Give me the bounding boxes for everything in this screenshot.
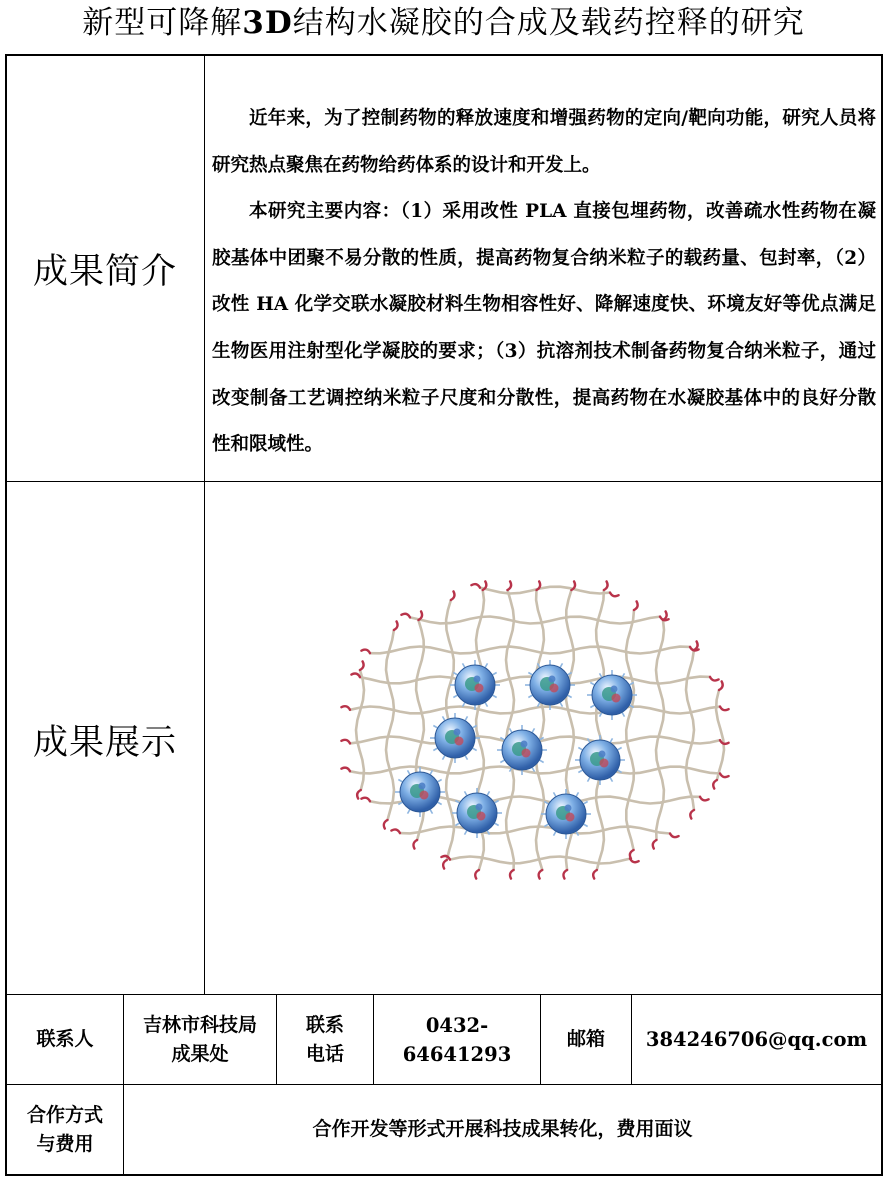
polymer-end-tip bbox=[441, 856, 450, 860]
polymer-end-tip bbox=[413, 840, 417, 849]
contact-phone-label: 联系 电话 bbox=[305, 1013, 344, 1065]
row-divider-1 bbox=[5, 481, 883, 482]
polymer-end-tip bbox=[357, 790, 361, 799]
polymer-end-tip bbox=[720, 707, 729, 711]
polymer-end-tip bbox=[361, 798, 370, 802]
drug-core-accent bbox=[600, 759, 609, 768]
polymer-strand-horizontal bbox=[350, 767, 720, 774]
polymer-end-tip bbox=[663, 611, 667, 620]
drug-core-accent bbox=[611, 686, 618, 693]
page-title bbox=[0, 0, 887, 50]
polymer-end-tip bbox=[539, 870, 543, 879]
polymer-strand-vertical bbox=[656, 620, 664, 840]
polymer-strand-vertical bbox=[386, 630, 394, 820]
polymer-end-tip bbox=[710, 677, 719, 681]
cooperation-label: 合作方式 与费用 bbox=[26, 1103, 103, 1155]
table-border-bottom bbox=[5, 1174, 883, 1176]
contact-email-value: 384246706@qq.com bbox=[645, 1028, 868, 1051]
polymer-end-tip bbox=[719, 681, 723, 690]
polymer-end-tip bbox=[475, 870, 479, 879]
title-bold: 3D bbox=[242, 5, 293, 41]
summary-para-1: 近年来，为了控制药物的释放速度和增强药物的定向/靶向功能，研究人员将研究热点聚焦在药物给药体系的设计和开发上。 bbox=[212, 108, 876, 176]
drug-core-accent bbox=[521, 741, 528, 748]
polymer-end-tip bbox=[384, 820, 388, 829]
contact-person-label: 联系人 bbox=[36, 1028, 94, 1050]
display-label: 成果展示 bbox=[32, 723, 177, 763]
polymer-end-tip bbox=[537, 581, 541, 590]
drug-core-accent bbox=[477, 812, 486, 821]
cooperation-value: 合作开发等形式开展科技成果转化，费用面议 bbox=[312, 1118, 693, 1140]
nanoparticle bbox=[430, 713, 480, 763]
polymer-end-tip bbox=[361, 650, 370, 654]
drug-core-accent bbox=[612, 694, 621, 703]
drug-core-accent bbox=[474, 676, 481, 683]
polymer-end-tip bbox=[341, 706, 350, 710]
drug-core-accent bbox=[550, 684, 559, 693]
contact-phone-value: 0432-64641293 bbox=[402, 1013, 512, 1066]
col-divider-main bbox=[204, 54, 205, 994]
polymer-end-tip bbox=[443, 860, 447, 869]
title-suffix: 结构水凝胶的合成及载药控释的研究 bbox=[292, 5, 805, 41]
polymer-end-tip bbox=[483, 581, 487, 590]
summary-para-2: 本研究主要内容：（1）采用改性 PLA 直接包埋药物，改善疏水性药物在凝胶基体中团聚不易分散的性质，提高药物复合纳米粒子的载药量、包封率，（2）改性 HA 化学交联水凝胶材料生物相容性好、降解速度快、环境友好等优点满足生物医用注射型化学凝胶的要求；（3）抗溶剂技术制备药物复合纳米粒子，通过改变制备工艺调控纳米粒子尺度和分散性，提高药物在水凝胶基体中的良好分散性和限域性。 bbox=[212, 201, 876, 456]
drug-core-accent bbox=[420, 791, 429, 800]
summary-text bbox=[212, 96, 876, 469]
polymer-strand-vertical bbox=[686, 650, 694, 810]
polymer-end-tip bbox=[610, 593, 619, 597]
nanoparticle bbox=[450, 660, 500, 710]
nanoparticles bbox=[395, 660, 637, 839]
polymer-end-groups bbox=[341, 581, 728, 878]
contact-email-label: 邮箱 bbox=[566, 1028, 605, 1050]
polymer-end-tip bbox=[341, 740, 350, 744]
polymer-end-tip bbox=[694, 641, 698, 650]
drug-core-accent bbox=[549, 676, 556, 683]
polymer-end-tip bbox=[360, 661, 364, 670]
polymer-strand-vertical bbox=[626, 610, 634, 850]
polymer-end-tip bbox=[670, 833, 679, 837]
polymer-end-tip bbox=[593, 870, 597, 879]
nanoparticle bbox=[395, 767, 445, 817]
polymer-end-tip bbox=[508, 581, 512, 590]
polymer-strand-horizontal bbox=[480, 587, 610, 594]
polymer-end-tip bbox=[571, 581, 575, 590]
polymer-end-tip bbox=[341, 768, 350, 772]
nanoparticle bbox=[541, 789, 591, 839]
contact-person-value: 吉林市科技局 成果处 bbox=[142, 1013, 257, 1065]
polymer-strand-vertical bbox=[596, 590, 604, 870]
polymer-end-tip bbox=[653, 840, 657, 849]
polymer-end-tip bbox=[720, 773, 729, 777]
hydrogel-nanoparticle-illustration bbox=[330, 570, 740, 890]
table-border-top bbox=[5, 54, 883, 56]
drug-core-accent bbox=[566, 813, 575, 822]
polymer-end-tip bbox=[690, 810, 694, 819]
polymer-end-tip bbox=[351, 674, 360, 678]
drug-core-accent bbox=[599, 751, 606, 758]
drug-core-accent bbox=[565, 805, 572, 812]
drug-core-accent bbox=[454, 729, 461, 736]
polymer-end-tip bbox=[391, 829, 400, 833]
drug-core-accent bbox=[419, 783, 426, 790]
polymer-end-tip bbox=[634, 601, 638, 610]
nanoparticle bbox=[452, 788, 502, 838]
title-prefix: 新型可降解 bbox=[82, 5, 243, 41]
polymer-end-tip bbox=[563, 870, 567, 879]
polymer-network bbox=[350, 587, 724, 870]
polymer-strand-horizontal bbox=[370, 647, 690, 654]
polymer-end-tip bbox=[471, 584, 480, 588]
polymer-end-tip bbox=[394, 621, 398, 630]
drug-core-accent bbox=[475, 684, 484, 693]
polymer-end-tip bbox=[451, 591, 455, 600]
polymer-end-tip bbox=[630, 850, 634, 859]
polymer-strand-vertical bbox=[716, 690, 724, 780]
polymer-end-tip bbox=[604, 581, 608, 590]
drug-core-accent bbox=[455, 737, 464, 746]
drug-core-accent bbox=[476, 804, 483, 811]
polymer-end-tip bbox=[510, 870, 514, 879]
drug-core-accent bbox=[522, 749, 531, 758]
polymer-end-tip bbox=[418, 611, 422, 620]
polymer-end-tip bbox=[401, 614, 410, 618]
summary-label: 成果简介 bbox=[32, 252, 177, 292]
polymer-end-tip bbox=[700, 797, 709, 801]
polymer-end-tip bbox=[713, 780, 717, 789]
table-border-right bbox=[881, 54, 883, 1176]
